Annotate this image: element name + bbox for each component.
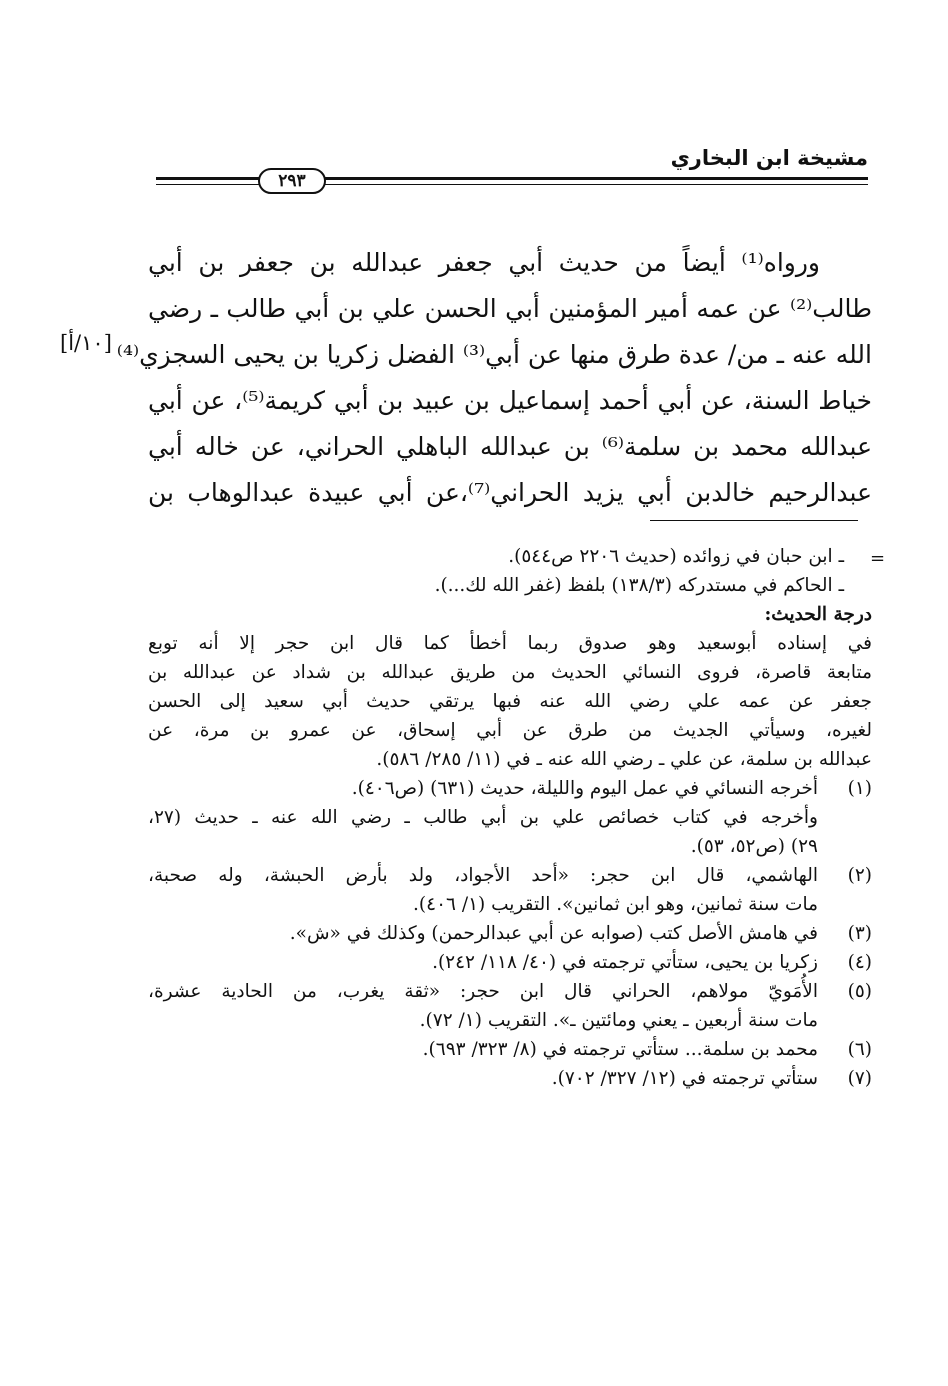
- footnote-line: في هامش الأصل كتب (صوابه عن أبي عبدالرحمن) وكذلك في «ش».: [289, 923, 818, 944]
- footnote-line: ستأتي ترجمته في (١٢/ ٣٢٧/ ٧٠٢).: [551, 1068, 818, 1089]
- footnote-item: [148, 977, 872, 1035]
- header-rule-left-top: [156, 177, 260, 180]
- footnote-number: (٧): [847, 1068, 872, 1089]
- footnote-number: (٥): [847, 981, 872, 1002]
- footnote-number: (٢): [847, 865, 872, 886]
- footnote-line: وأخرجه في كتاب خصائص علي بن أبي طالب ـ رضي الله عنه ـ حديث (٢٧،: [148, 807, 818, 828]
- footnote-line: ٢٩) (ص٥٢، ٥٣).: [690, 836, 818, 857]
- footnote-line: في إسناده أبوسعيد وهو صدوق ربما أخطأ كما قال ابن حجر إلا أنه توبع: [148, 633, 872, 654]
- footnote-line: ـ ابن حبان في زوائده (حديث ٢٢٠٦ ص٥٤٤).: [508, 546, 844, 567]
- footnote-item: [148, 861, 872, 919]
- footnote-number: (٦): [847, 1039, 872, 1060]
- main-line: طالب⁽²⁾ عن عمه أمير المؤمنين أبي الحسن علي بن أبي طالب ـ رضي: [148, 294, 872, 323]
- footnote-line: الأُمَويّ مولاهم، الحراني قال ابن حجر: «ثقة يغرب، من الحادية عشرة،: [148, 981, 818, 1002]
- footnotes: [148, 542, 872, 1093]
- page-number: ٢٩٣: [258, 168, 326, 194]
- manuscript-folio-marker: [١٠/أ]: [60, 331, 112, 355]
- footnote-line: متابعة قاصرة، فروى النسائي الحديث من طريق عبدالله بن شداد عن عبدالله بن: [148, 662, 872, 683]
- footnote-item: [148, 774, 872, 861]
- footnote-line: لغيره، وسيأتي الجديث من طرق عن أبي إسحاق، عن عمرو بن مرة، عن: [148, 720, 872, 741]
- footnote-line: ـ الحاكم في مستدركه (١٣٨/٣) بلفظ (غفر الله لك...).: [434, 575, 844, 596]
- footnote-number: (٣): [847, 923, 872, 944]
- main-line: الله عنه ـ من/ عدة طرق منها عن أبي⁽³⁾ الفضل زكريا بن يحيى السجزي⁽⁴⁾: [116, 340, 872, 369]
- footnote-line: محمد بن سلمة... ستأتي ترجمته في (٨/ ٣٢٣/ ٦٩٣).: [422, 1039, 818, 1060]
- footnote-continuation-mark: =: [870, 548, 886, 569]
- main-line: عبدالرحيم خالدبن أبي يزيد الحراني⁽⁷⁾،عن أبي عبيدة عبدالوهاب بن: [148, 478, 872, 507]
- footnote-item: [148, 1064, 872, 1093]
- footnote-number: (٤): [847, 952, 872, 973]
- header-rule-left-bottom: [156, 184, 260, 185]
- header-rule-bottom: [324, 184, 868, 185]
- main-line: عبدالله محمد بن سلمة⁽⁶⁾ بن عبدالله الباهلي الحراني، عن خاله أبي: [148, 432, 872, 461]
- footnote-line: أخرجه النسائي في عمل اليوم والليلة، حديث (٦٣١) (ص٤٠٦).: [351, 778, 818, 799]
- main-line: خياط السنة، عن أبي أحمد إسماعيل بن عبيد بن أبي كريمة⁽⁵⁾، عن أبي: [148, 386, 872, 415]
- main-line: ورواه⁽¹⁾ أيضاً من حديث أبي جعفر عبدالله بن جعفر بن أبي: [148, 248, 820, 277]
- main-text: [116, 240, 872, 516]
- footnote-line: مات سنة ثمانين، وهو ابن ثمانين». التقريب (١/ ٤٠٦).: [413, 894, 818, 915]
- book-title: مشيخة ابن البخاري: [670, 146, 868, 170]
- header-rule-top: [324, 177, 868, 180]
- footnote-line: زكريا بن يحيى، ستأتي ترجمته في (٤٠/ ١١٨/ ٢٤٢).: [432, 952, 818, 973]
- footnote-line: جعفر عن عمه علي رضي الله عنه فبها يرتقي حديث أبي سعيد إلى الحسن: [148, 691, 872, 712]
- grade-heading: درجة الحديث:: [764, 604, 872, 625]
- footnote-separator: [650, 520, 858, 521]
- footnote-line: عبدالله بن سلمة، عن علي ـ رضي الله عنه ـ في (١١/ ٢٨٥/ ٥٨٦).: [376, 749, 872, 770]
- footnote-item: [148, 948, 872, 977]
- footnote-item: [148, 1035, 872, 1064]
- footnote-line: الهاشمي، قال ابن حجر: «أحد الأجواد، ولد بأرض الحبشة، وله صحبة،: [148, 865, 818, 886]
- footnote-number: (١): [847, 778, 872, 799]
- footnote-item: [148, 919, 872, 948]
- footnote-line: مات سنة أربعين ـ يعني ومائتين ـ». التقريب (١/ ٧٢).: [419, 1010, 818, 1031]
